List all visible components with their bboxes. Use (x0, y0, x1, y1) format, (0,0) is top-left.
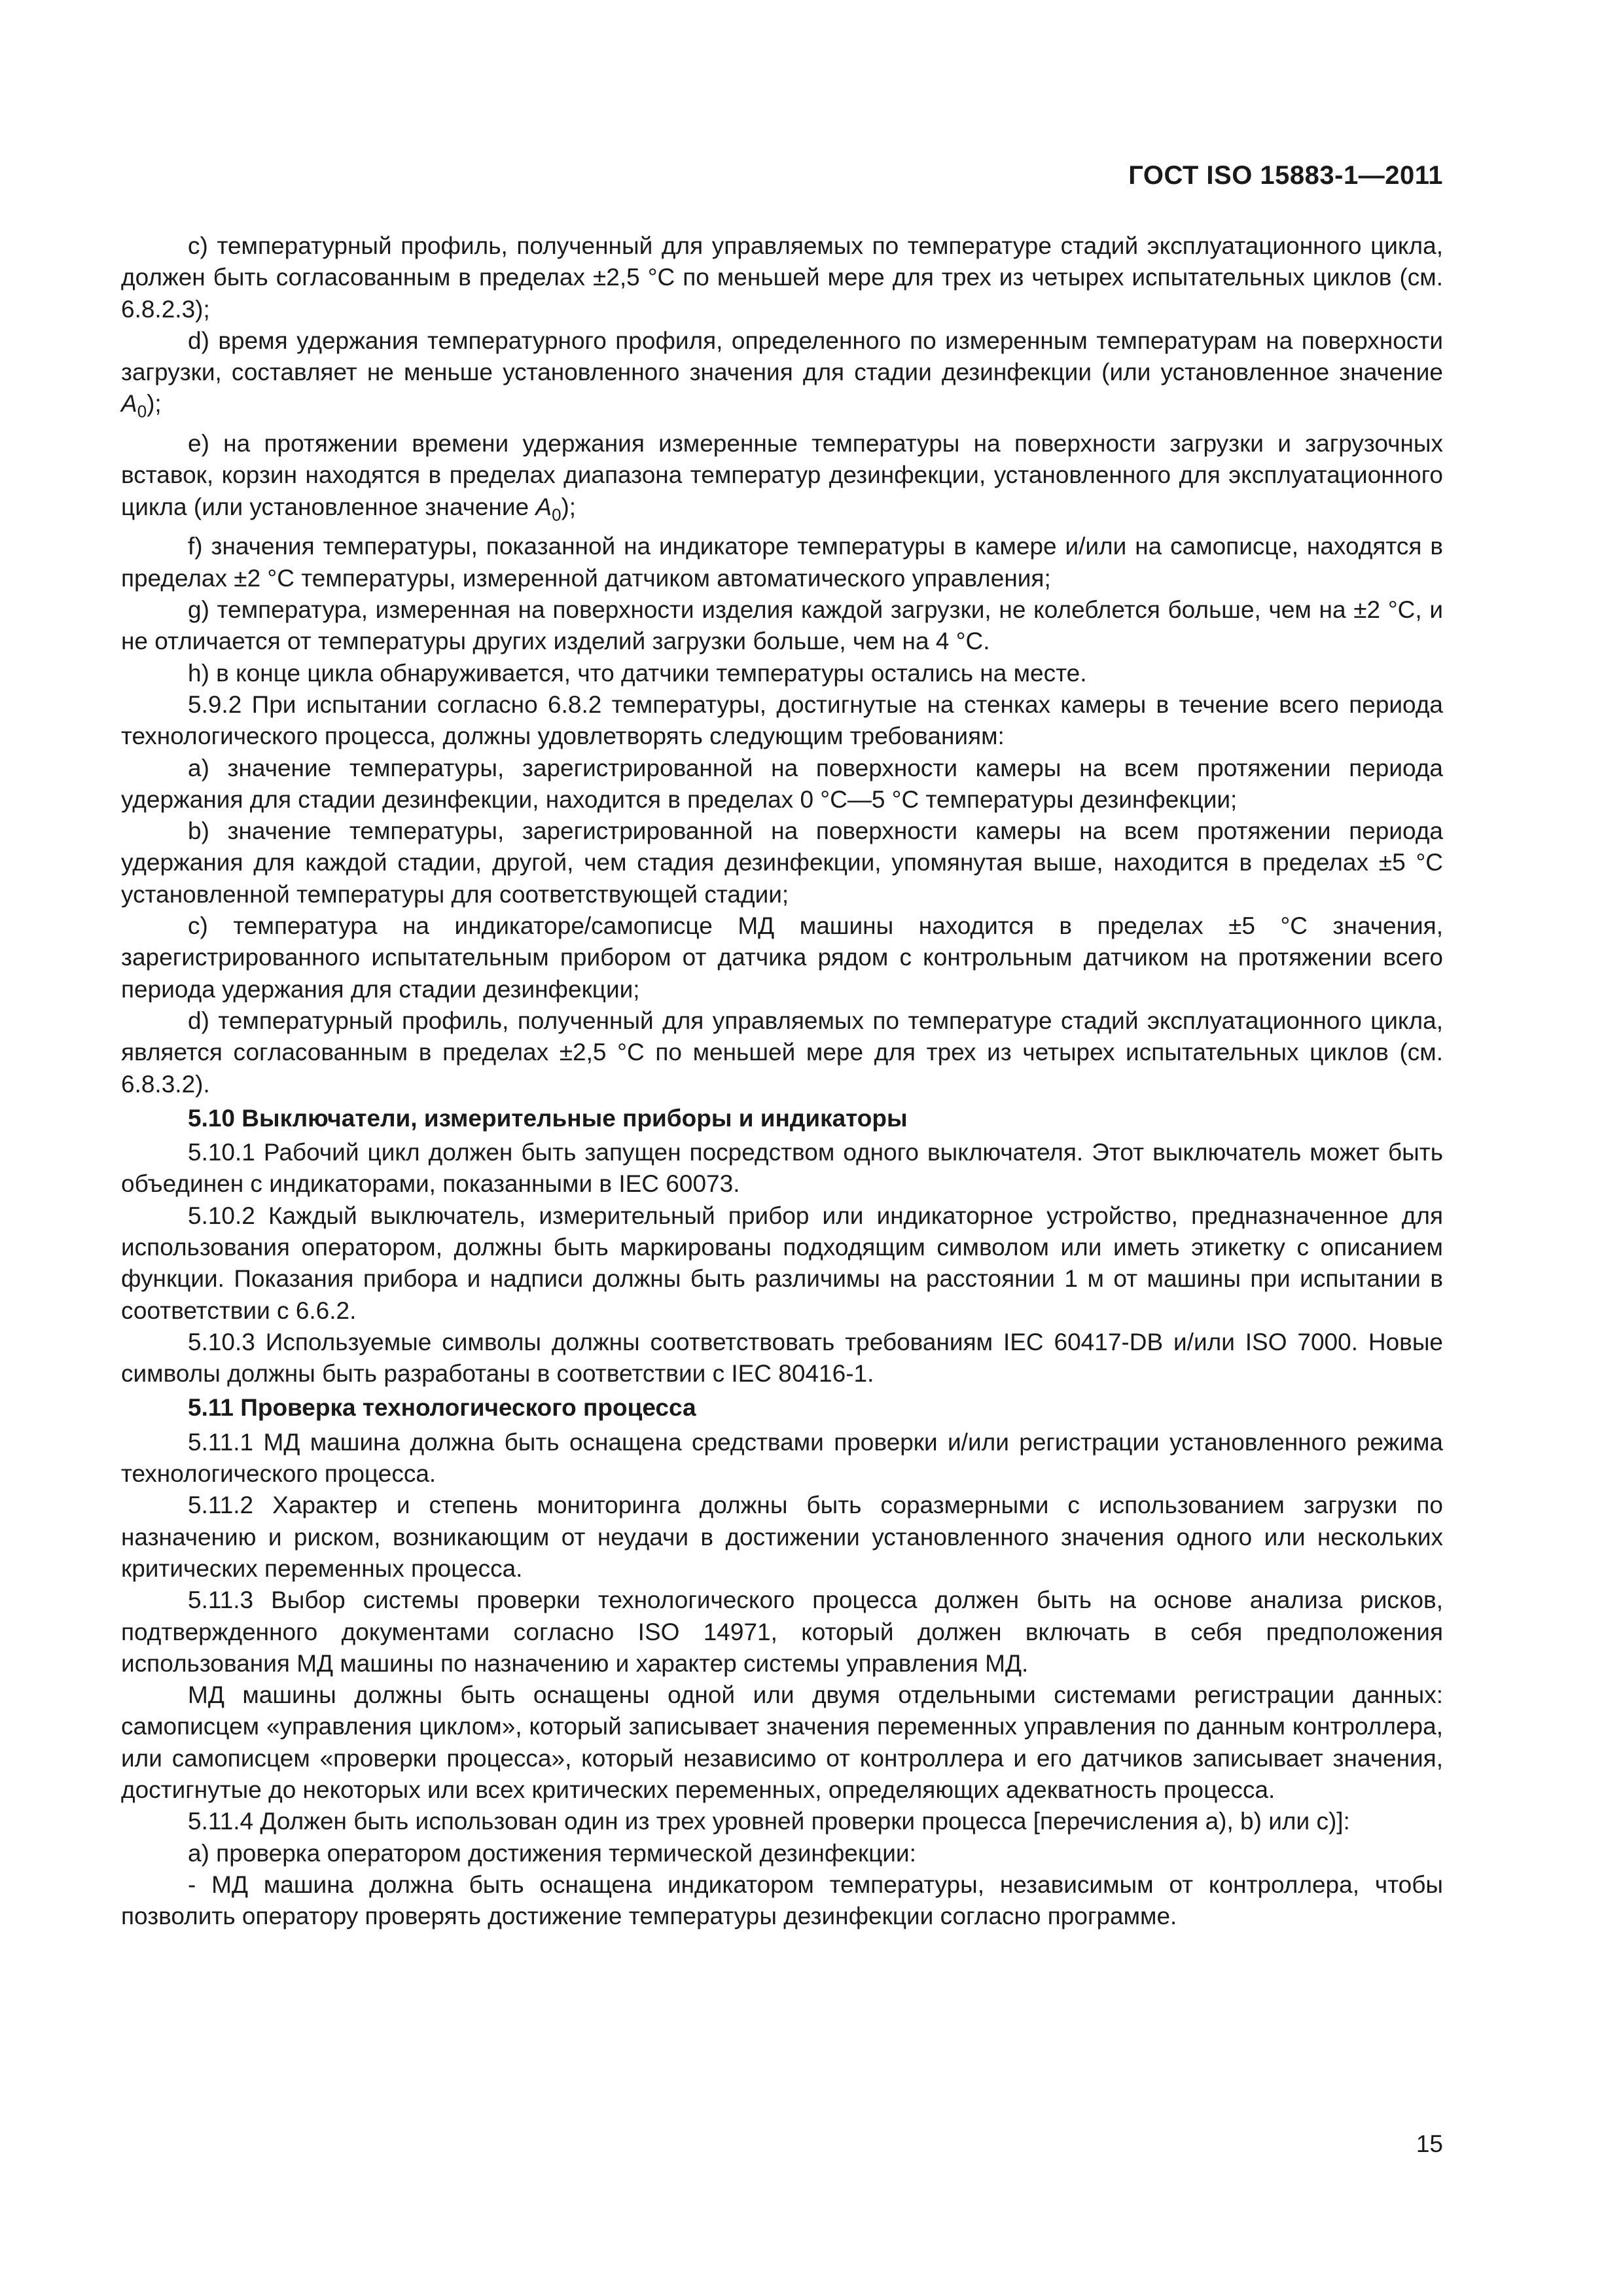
paragraph: 5.10.3 Используемые символы должны соответствовать требованиям IEC 60417-DB и/или ISO 7000. Новые символы должны быть разработаны в соответствии с IEC 80416-1. (121, 1328, 1443, 1388)
paragraph: с) температурный профиль, полученный для управляемых по температуре стадий эксплуатационного цикла, должен быть согласованным в пределах ±2,5 °С по меньшей мере для трех из четырех испытательных циклов (см. 6.8.2.3); (121, 232, 1443, 323)
paragraph: с) температура на индикаторе/самописце МД машины находится в пределах ±5 °С значения, зарегистрированного испытательным прибором от датчика рядом с контрольным датчиком на протяжении всего периода удержания для стадии дезинфекции; (121, 912, 1443, 1003)
paragraph: b) значение температуры, зарегистрированной на поверхности камеры на всем протяжении периода удержания для каждой стадии, другой, чем стадия дезинфекции, упомянутая выше, находится в пределах ±5 °С установленной температуры для соответствующей стадии; (121, 817, 1443, 908)
paragraph-text: d) время удержания температурного профиля, определенного по измеренным температурам на поверхности загрузки, составляет не меньше установленного значения для стадии дезинфекции (или установленное значение (121, 327, 1443, 386)
document-body (121, 230, 1443, 1933)
paragraph-text: ); (147, 390, 162, 418)
paragraph: 5.9.2 При испытании согласно 6.8.2 температуры, достигнутые на стенках камеры в течение всего периода технологического процесса, должны удовлетворять следующим требованиям: (121, 691, 1443, 750)
paragraph: 5.10.2 Каждый выключатель, измерительный прибор или индикаторное устройство, предназначенное для использования оператором, должны быть маркированы подходящим символом или иметь этикетку с описанием функции. Показания прибора и надписи должны быть различимы на расстоянии 1 м от машины при испытании в соответствии с 6.6.2. (121, 1202, 1443, 1324)
paragraph (121, 325, 1443, 428)
paragraph: h) в конце цикла обнаруживается, что датчики температуры остались на месте. (188, 659, 1087, 687)
paragraph: а) значение температуры, зарегистрированной на поверхности камеры на всем протяжении периода удержания для стадии дезинфекции, находится в пределах 0 °С—5 °С температуры дезинфекции; (121, 754, 1443, 813)
paragraph-text: ); (561, 493, 577, 520)
paragraph: 5.11.4 Должен быть использован один из трех уровней проверки процесса [перечисления а), b) или с)]: (188, 1808, 1350, 1835)
paragraph: 5.11.3 Выбор системы проверки технологического процесса должен быть на основе анализа рисков, подтвержденного документами согласно ISO 14971, который должен включать в себя предположения использования МД машины по назначению и характер системы управления МД. (121, 1587, 1443, 1677)
section-heading-5-11: 5.11 Проверка технологического процесса (188, 1394, 696, 1422)
paragraph: 5.10.1 Рабочий цикл должен быть запущен посредством одного выключателя. Этот выключатель может быть объединен с индикаторами, показанными в IEC 60073. (121, 1139, 1443, 1198)
paragraph: 5.11.1 МД машина должна быть оснащена средствами проверки и/или регистрации установленного режима технологического процесса. (121, 1428, 1443, 1488)
paragraph: 5.11.2 Характер и степень мониторинга должны быть соразмерными с использованием загрузки по назначению и риском, возникающим от неудачи в достижении установленного значения одного или нескольких критических переменных процесса. (121, 1492, 1443, 1582)
section-heading-5-10: 5.10 Выключатели, измерительные приборы и индикаторы (188, 1104, 908, 1132)
paragraph-text: е) на протяжении времени удержания измеренные температуры на поверхности загрузки и загрузочных вставок, корзин находятся в пределах диапазона температур дезинфекции, установленного для эксплуатационного цикла (или установленное значение (121, 430, 1443, 520)
a0-symbol: $A_0$ (121, 390, 147, 422)
paragraph: f) значения температуры, показанной на индикаторе температуры в камере и/или на самописце, находятся в пределах ±2 °С температуры, измеренной датчиком автоматического управления; (121, 533, 1443, 592)
paragraph: МД машины должны быть оснащены одной или двумя отдельными системами регистрации данных: самописцем «управления циклом», который записывает значения переменных управления по данным контроллера, или самописцем «проверки процесса», который независимо от контроллера и его датчиков записывает значения, достигнутые до некоторых или всех критических переменных, определяющих адекватность процесса. (121, 1681, 1443, 1804)
page-number: 15 (1416, 2130, 1443, 2157)
paragraph: а) проверка оператором достижения термической дезинфекции: (188, 1839, 916, 1867)
a0-symbol: $A_0$ (535, 493, 562, 525)
document-header: ГОСТ ISO 15883-1—2011 (1128, 161, 1443, 190)
paragraph: g) температура, измеренная на поверхности изделия каждой загрузки, не колеблется больше, чем на ±2 °С, и не отличается от температуры других изделий загрузки больше, чем на 4 °С. (121, 596, 1443, 655)
paragraph: d) температурный профиль, полученный для управляемых по температуре стадий эксплуатационного цикла, является согласованным в пределах ±2,5 °С по меньшей мере для трех из четырех испытательных циклов (см. 6.8.3.2). (121, 1007, 1443, 1098)
paragraph (121, 428, 1443, 531)
paragraph: - МД машина должна быть оснащена индикатором температуры, независимым от контроллера, чтобы позволить оператору проверять достижение температуры дезинфекции согласно программе. (121, 1871, 1443, 1930)
